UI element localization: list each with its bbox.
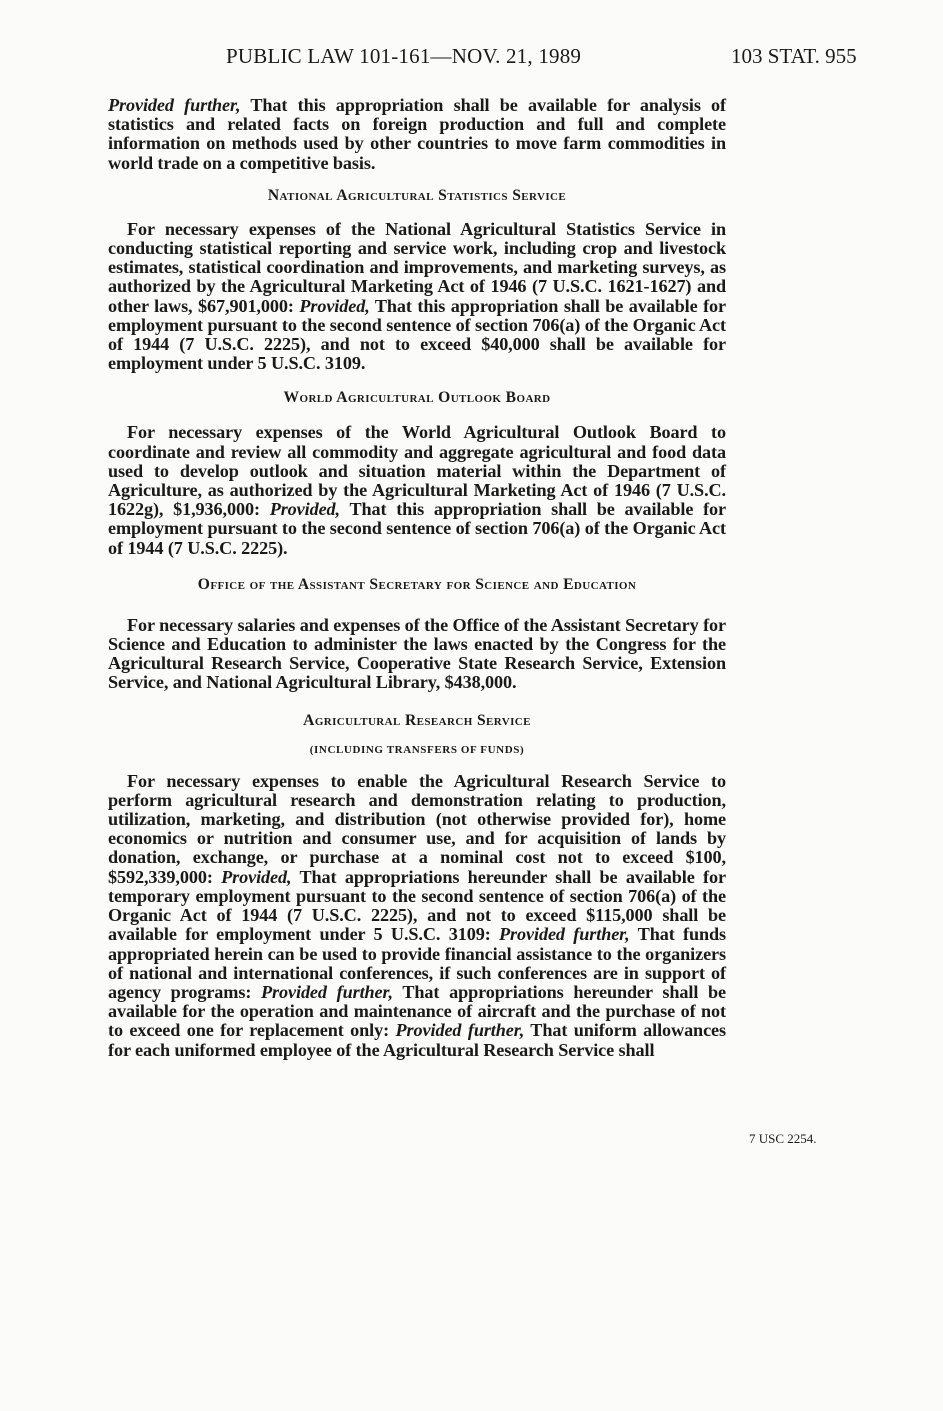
stat-page-reference: 103 STAT. 955 <box>731 44 857 68</box>
margin-citation: 7 USC 2254. <box>749 1131 817 1146</box>
proviso-text: Provided, <box>269 499 341 520</box>
section-heading-oase: Office of the Assistant Secretary for Science and Education <box>197 575 637 593</box>
waob-paragraph: For necessary expenses of the World Agricultural Outlook Board to coordinate and review all commodity and aggregate agricultural and food data used to develop outlook and situation material within the Department of Agriculture, as authorized by the Agricultural Marketing Act of 1946 (7 U.S.C. 1622g), $1,936,000: Provided, That this appropriation shall be available for employment pursuant to the second sentence of section 706(a) of the Organic Act of 1944 (7 U.S.C. 2225). <box>108 422 726 558</box>
intro-paragraph: Provided further, That this appropriation shall be available for analysis of statistics and related facts on foreign production and full and complete information on methods used by other countries to move farm commodities in world trade on a competitive basis. <box>108 95 727 173</box>
ars-subheading: (INCLUDING TRANSFERS OF FUNDS) <box>309 743 525 756</box>
section-heading-ars: Agricultural Research Service <box>303 711 531 729</box>
oase-paragraph: For necessary salaries and expenses of the Office of the Assistant Secretary for Science and Education to administer the laws enacted by the Congress for the Agricultural Research Service, Cooperative State Research Service, Extension Service, and National Agricultural Library, $438,000. <box>108 614 726 693</box>
running-title: PUBLIC LAW 101-161—NOV. 21, 1989 <box>226 44 582 68</box>
section-heading-waob: World Agricultural Outlook Board <box>283 389 551 407</box>
proviso-text: Provided, <box>221 866 292 887</box>
proviso-text: Provided further, <box>499 924 630 945</box>
proviso-text: Provided further, <box>261 981 393 1002</box>
document-body <box>108 96 726 1060</box>
ars-paragraph: For necessary expenses to enable the Agricultural Research Service to perform agricultural research and demonstration relating to production, utilization, marketing, and distribution (not otherwise provided for), home economics or nutrition and consumer use, and for acquisition of lands by donation, exchange, or purchase at a nominal cost not to exceed $100, $592,339,000: Provided, That appropriations hereunder shall be available for temporary employment pursuant to the second sentence of section 706(a) of the Organic Act of 1944 (7 U.S.C. 2225), and not to exceed $115,000 shall be available for employment under 5 U.S.C. 3109: Provided further, That funds appropriated herein can be used to provide financial assistance to the organizers of national and international conferences, if such conferences are in support of agency programs: Provided further, That appropriations hereunder shall be available for the operation and maintenance of aircraft and the purchase of not to exceed one for replacement only: Provided further, That uniform allowances for each uniformed employee of the Agricultural Research Service shall <box>108 770 727 1060</box>
proviso-text: Provided, <box>299 295 370 316</box>
proviso-text: Provided further, <box>108 95 241 115</box>
section-heading-nass: National Agricultural Statistics Service <box>267 186 567 204</box>
nass-paragraph: For necessary expenses of the National Agricultural Statistics Service in conducting statistical reporting and service work, including crop and livestock estimates, statistical coordination and improvements, and marketing surveys, as authorized by the Agricultural Marketing Act of 1946 (7 U.S.C. 1621-1627) and other laws, $67,901,000: Provided, That this appropriation shall be available for employment pursuant to the second sentence of section 706(a) of the Organic Act of 1944 (7 U.S.C. 2225), and not to exceed $40,000 shall be available for employment under 5 U.S.C. 3109. <box>108 218 727 374</box>
page-header <box>0 44 943 74</box>
proviso-text: Provided further, <box>395 1020 525 1041</box>
